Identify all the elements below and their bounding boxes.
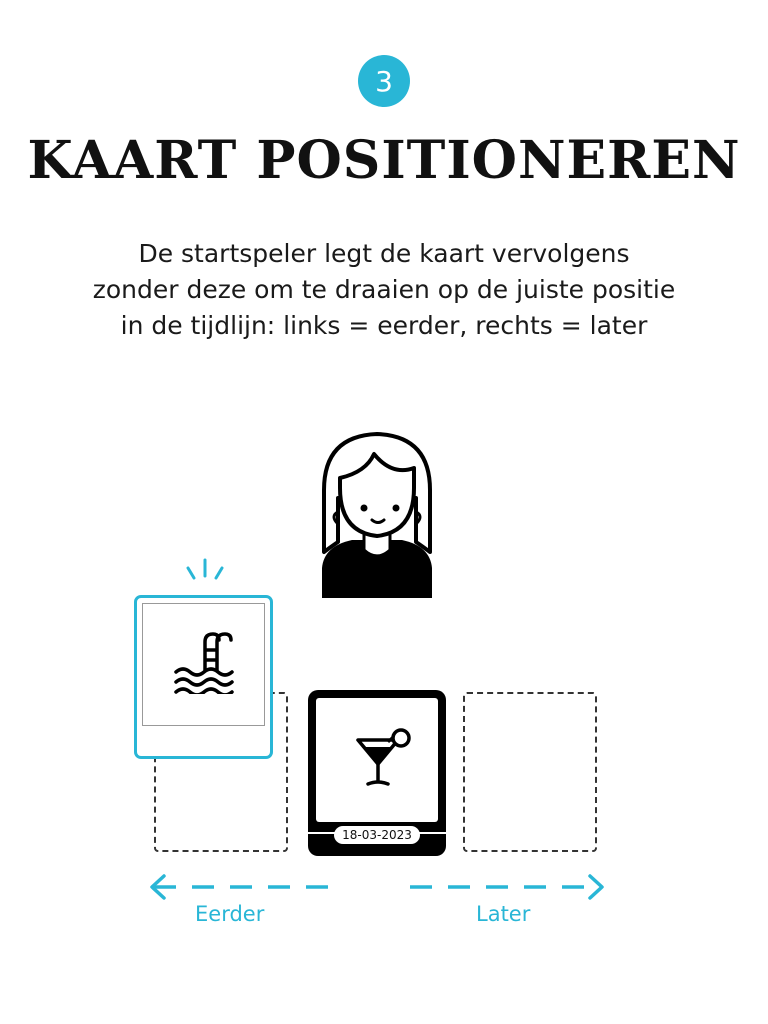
label-later: Later bbox=[476, 902, 531, 926]
timeline-card bbox=[308, 690, 446, 856]
swimming-pool-icon bbox=[173, 630, 235, 694]
description-line: zonder deze om te draaien op de juiste positie bbox=[92, 275, 676, 304]
arrow-right-icon bbox=[406, 872, 606, 902]
active-card[interactable] bbox=[134, 595, 273, 759]
step-badge bbox=[358, 55, 410, 107]
label-earlier: Eerder bbox=[195, 902, 265, 926]
timeline-card-face bbox=[316, 698, 438, 822]
highlight-burst-icon bbox=[182, 556, 228, 582]
arrow-left-icon bbox=[148, 872, 348, 902]
player-avatar-icon bbox=[312, 428, 442, 598]
step-number: 3 bbox=[375, 64, 393, 98]
active-card-face bbox=[142, 603, 265, 726]
timeline-slot-later[interactable] bbox=[463, 692, 597, 852]
description bbox=[60, 236, 708, 344]
description-line: in de tijdlijn: links = eerder, rechts = later bbox=[120, 311, 648, 340]
page-title: KAART POSITIONEREN bbox=[27, 130, 741, 191]
cocktail-icon bbox=[354, 728, 414, 790]
description-line: De startspeler legt de kaart vervolgens bbox=[138, 239, 630, 268]
card-date: 18-03-2023 bbox=[334, 826, 420, 844]
